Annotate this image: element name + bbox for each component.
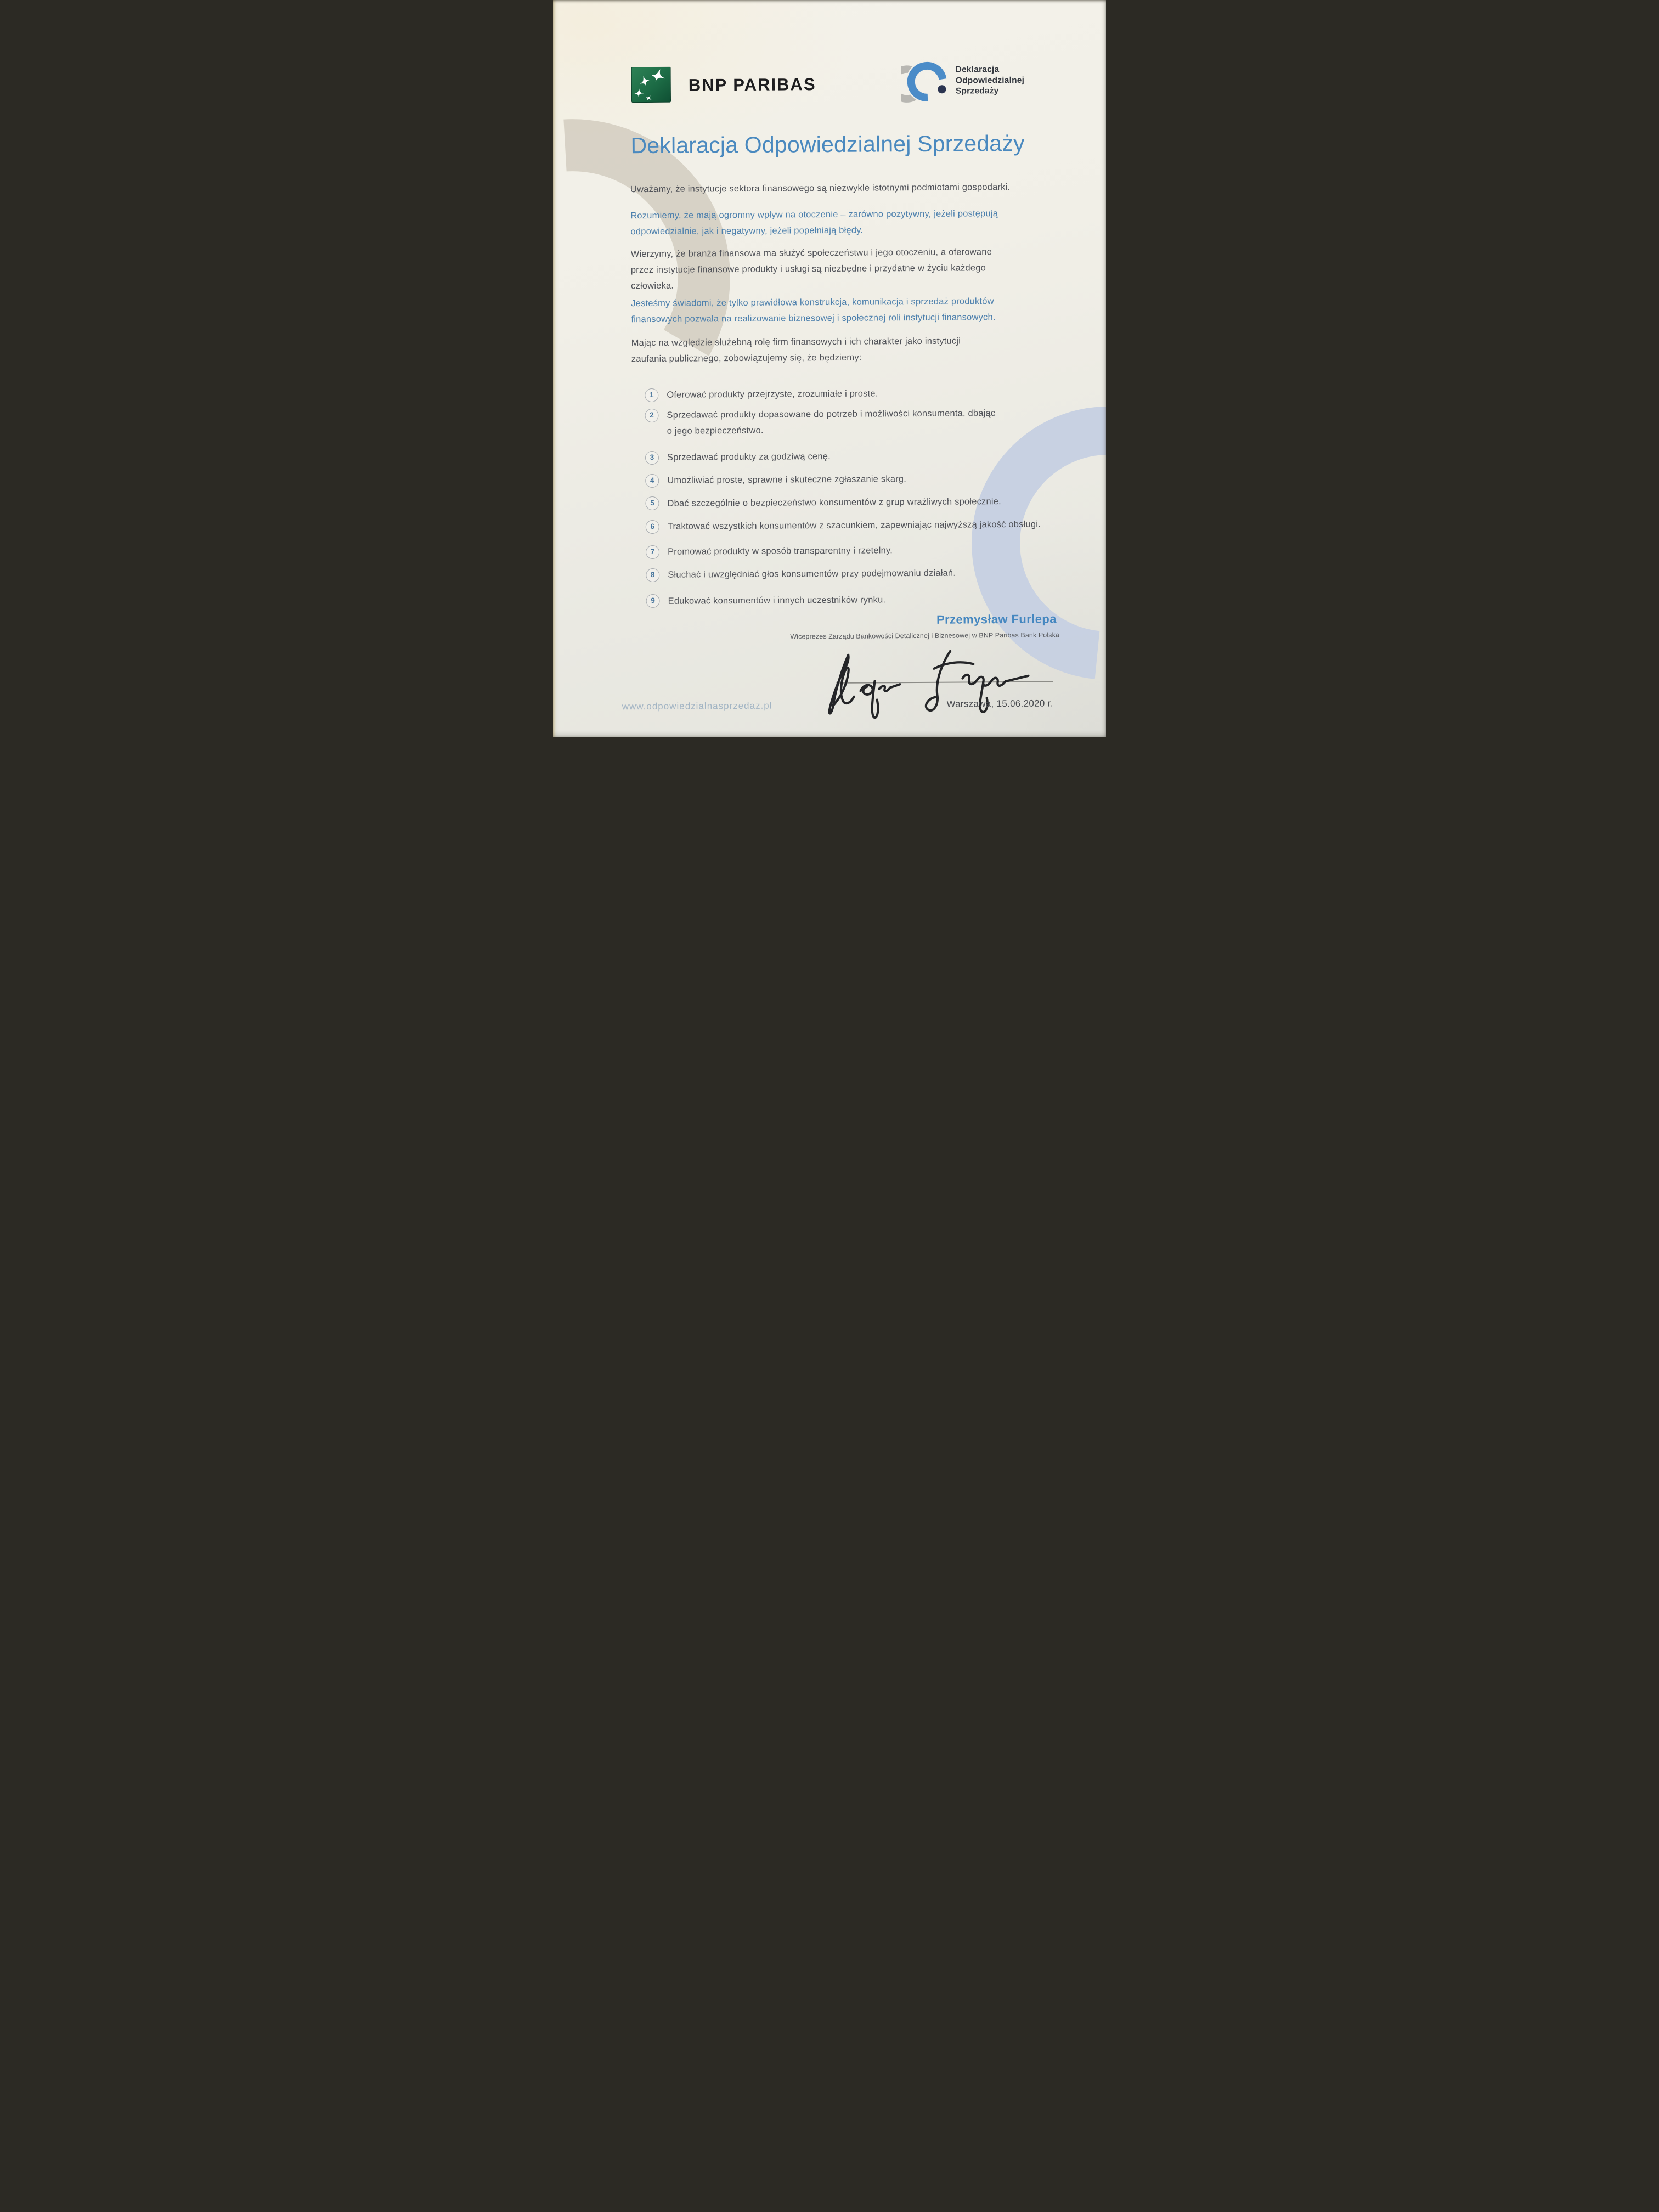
signatory-name: Przemysław Furlepa — [936, 612, 1057, 627]
bnp-birds-icon — [631, 67, 671, 103]
commitment-number-badge: 4 — [645, 474, 659, 488]
dos-dot-icon — [938, 85, 946, 93]
commitment-number-badge: 9 — [646, 594, 660, 608]
website-url: www.odpowiedzialnasprzedaz.pl — [622, 700, 772, 712]
commitment-text: Promować produkty w sposób transparentny i rzetelny. — [667, 545, 893, 557]
photo-frame — [553, 0, 1106, 737]
commitment-text: Traktować wszystkich konsumentów z szacunkiem, zapewniając najwyższą jakość obsługi. — [667, 519, 1041, 532]
commitment-text: Sprzedawać produkty za godziwą cenę. — [667, 451, 831, 462]
commitment-number-badge: 5 — [645, 496, 659, 510]
paragraph-2: Rozumiemy, że mają ogromny wpływ na otoczenie – zarówno pozytywny, jeżeli postępują odpowiedzialnie, jak i negatywny, jeżeli popełniają błędy. — [630, 208, 998, 237]
paragraph-5: Mając na względzie służebną rolę firm finansowych i ich charakter jako instytucji zaufania publicznego, zobowiązujemy się, że będziemy: — [631, 336, 961, 364]
commitment-number-badge: 1 — [645, 388, 658, 402]
commitment-text: Słuchać i uwzględniać głos konsumentów przy podejmowaniu działań. — [668, 568, 956, 580]
dos-rings-icon — [901, 60, 952, 108]
paragraph-3: Wierzymy, że branża finansowa ma służyć społeczeństwu i jego otoczeniu, a oferowane przez instytucje finansowe produkty i usługi są niezbędne i przydatne w życiu każdego człowieka. — [630, 247, 992, 291]
paper-edge-highlight — [553, 0, 556, 737]
paragraph-1: Uważamy, że instytucje sektora finansowego są niezwykle istotnymi podmiotami gospodarki. — [630, 182, 1011, 195]
commitment-text: Dbać szczególnie o bezpieczeństwo konsumentów z grup wrażliwych społecznie. — [667, 496, 1001, 509]
commitment-number-badge: 7 — [646, 545, 659, 559]
bnp-paribas-logo — [631, 66, 862, 104]
paragraph-4: Jesteśmy świadomi, że tylko prawidłowa konstrukcja, komunikacja i sprzedaż produktów finansowych pozwala na realizowanie biznesowej i społecznej roli instytucji finansowych. — [631, 296, 996, 325]
signatory-role: Wiceprezes Zarządu Bankowości Detalicznej i Biznesowej w BNP Paribas Bank Polska — [790, 631, 1060, 641]
bnp-brand-wordmark: BNP PARIBAS — [688, 75, 816, 95]
commitment-number-badge: 2 — [645, 409, 658, 422]
commitment-text: Edukować konsumentów i innych uczestników rynku. — [668, 595, 886, 606]
paper — [553, 0, 1106, 737]
commitment-number-badge: 6 — [646, 520, 659, 534]
commitment-text: Umożliwiać proste, sprawne i skuteczne zgłaszanie skarg. — [667, 474, 907, 486]
commitment-text: Oferować produkty przejrzyste, zrozumiałe i proste. — [667, 388, 878, 400]
commitment-text: Sprzedawać produkty dopasowane do potrzeb i możliwości konsumenta, dbając o jego bezpieczeństwo. — [667, 408, 996, 436]
dos-logo — [901, 58, 1083, 109]
dos-logo-label: Deklaracja Odpowiedzialnej Sprzedaży — [955, 65, 1025, 96]
commitment-number-badge: 3 — [645, 451, 659, 465]
document-title: Deklaracja Odpowiedzialnej Sprzedaży — [630, 130, 1025, 159]
handwritten-signature-icon — [826, 647, 1046, 723]
place-date: Warszawa, 15.06.2020 r. — [946, 698, 1053, 709]
commitment-number-badge: 8 — [646, 568, 659, 582]
